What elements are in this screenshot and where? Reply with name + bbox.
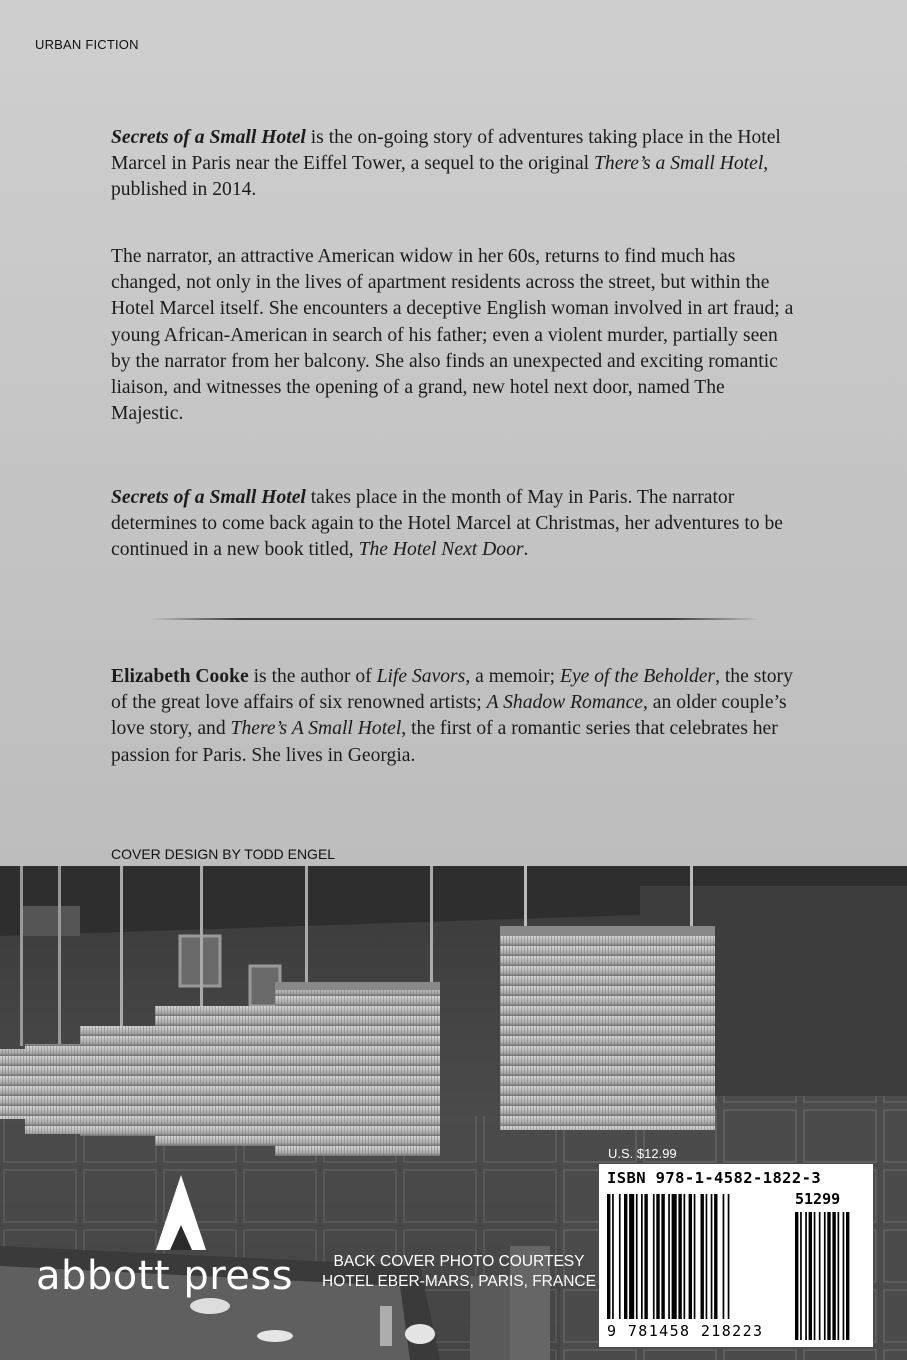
divider xyxy=(150,618,760,620)
addon-bar xyxy=(800,1212,802,1340)
barcode-bar xyxy=(728,1194,730,1319)
blurb-paragraph-3: Secrets of a Small Hotel takes place in the month of May in Paris. The narrator determines to come back again to the Hotel Marcel at Christmas, her adventures to be continued in a new book titled, The Hotel Next Door. xyxy=(111,487,783,561)
isbn-number: ISBN 978-1-4582-1822-3 xyxy=(607,1169,822,1187)
addon-bar xyxy=(846,1212,849,1340)
barcode xyxy=(599,1164,873,1347)
addon-bar xyxy=(838,1212,840,1340)
barcode-bar xyxy=(607,1194,610,1319)
publisher-logo xyxy=(36,1175,316,1315)
previous-book-title: There’s a Small Hotel xyxy=(594,153,764,175)
price-label: U.S. $12.99 xyxy=(608,1146,677,1161)
publisher-name: abbott press xyxy=(36,1253,294,1299)
book-title: Secrets of a Small Hotel xyxy=(111,127,306,148)
addon-bar xyxy=(805,1212,807,1340)
price-code: 51299 xyxy=(795,1190,841,1208)
barcode-bar xyxy=(656,1194,659,1319)
barcode-bar xyxy=(619,1194,621,1319)
barcode-bar xyxy=(661,1194,664,1319)
barcode-bar xyxy=(653,1194,655,1319)
publisher-mountain-icon xyxy=(146,1175,216,1255)
addon-bar xyxy=(819,1212,821,1340)
barcode-bar xyxy=(644,1194,647,1319)
ean-number: 9 781458 218223 xyxy=(607,1322,764,1340)
barcode-bar xyxy=(711,1194,713,1319)
cover-design-credit: COVER DESIGN BY TODD ENGEL xyxy=(111,846,336,862)
barcode-bar xyxy=(668,1194,670,1319)
barcode-bar xyxy=(624,1194,627,1319)
addon-bar xyxy=(827,1212,830,1340)
addon-bar xyxy=(814,1212,816,1340)
barcode-bar xyxy=(689,1194,692,1319)
author-name: Elizabeth Cooke xyxy=(111,666,249,687)
barcode-bar xyxy=(694,1194,696,1319)
barcode-bar xyxy=(612,1194,614,1319)
photo-credit: BACK COVER PHOTO COURTESY HOTEL EBER-MARS, PARIS, FRANCE xyxy=(322,1253,596,1290)
blurb-paragraph-1: Secrets of a Small Hotel is the on-going story of adventures taking place in the Hotel Marcel in Paris near the Eiffel Tower, a sequel to the original There’s a Small Hotel, published in 2014. xyxy=(111,127,781,201)
barcode-bar xyxy=(684,1194,686,1319)
barcode-bar xyxy=(723,1194,725,1319)
addon-bar xyxy=(809,1212,812,1340)
barcode-bar xyxy=(714,1194,717,1319)
genre-label: URBAN FICTION xyxy=(35,37,139,52)
author-bio: Elizabeth Cooke is the author of Life Savors, a memoir; Eye of the Beholder, the story of the great love affairs of six renowned artists; A Shadow Romance, an older couple’s love story, and There’s A Small Hotel, the first of a romantic series that celebrates her passion for Paris. She lives in Georgia. xyxy=(111,666,793,766)
addon-bar xyxy=(843,1212,845,1340)
book-title: Secrets of a Small Hotel xyxy=(111,487,306,508)
barcode-bar xyxy=(706,1194,708,1319)
blurb-paragraph-2: The narrator, an attractive American widow in her 60s, returns to find much has changed, not only in the lives of apartment residents across the street, but within the Hotel Marcel itself. She encounters a deceptive English woman involved in art fraud; a young African-American in search of his father; even a violent murder, partially seen by the narrator from her balcony. She also finds an unexpected and exciting romantic liaison, and witnesses the opening of a grand, new hotel next door, named The Majestic. xyxy=(111,246,794,425)
addon-bar xyxy=(795,1212,798,1340)
barcode-bar xyxy=(678,1194,681,1319)
barcode-bar xyxy=(641,1194,643,1319)
addon-bar xyxy=(832,1212,835,1340)
barcode-bar xyxy=(629,1194,634,1319)
next-book-title: The Hotel Next Door xyxy=(358,539,524,561)
barcode-bar xyxy=(672,1194,677,1319)
addon-bar xyxy=(824,1212,826,1340)
barcode-bar xyxy=(636,1194,638,1319)
barcode-bar xyxy=(701,1194,704,1319)
